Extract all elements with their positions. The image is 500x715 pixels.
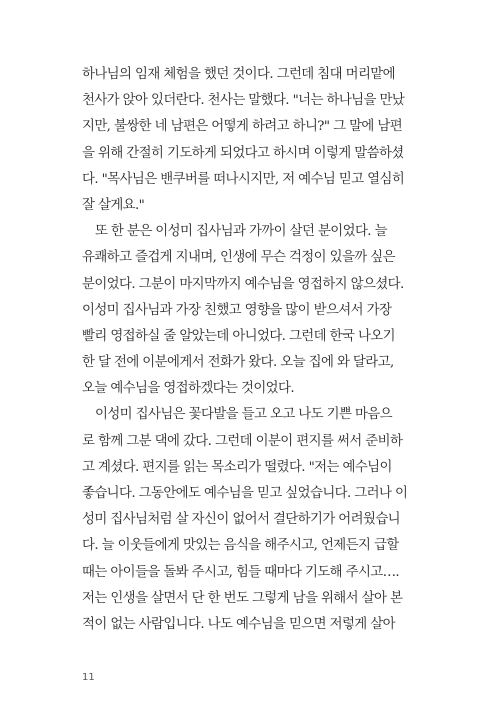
- text-line: 고 계셨다. 편지를 읽는 목소리가 떨렸다. "저는 예수님이: [82, 459, 392, 475]
- paragraph-start-line: 이성미 집사님은 꽃다발을 들고 오고 나도 기쁜 마음으: [95, 407, 392, 423]
- text-line: 잘 살게요.": [82, 197, 145, 213]
- text-line: 지만, 불쌍한 네 남편은 어떻게 하려고 하니?" 그 말에 남편: [82, 119, 403, 135]
- text-line: 분이었다. 그분이 마지막까지 예수님을 영접하지 않으셨다.: [82, 276, 404, 292]
- text-line: 다. 늘 이웃들에게 맛있는 음식을 해주시고, 언제든지 급할: [82, 538, 399, 554]
- text-line: 이성미 집사님과 가장 친했고 영향을 많이 받으셔서 가장: [82, 302, 392, 318]
- text-line: 유쾌하고 즐겁게 지내며, 인생에 무슨 걱정이 있을까 싶은: [82, 250, 395, 266]
- paragraph-start-line: 또 한 분은 이성미 집사님과 가까이 살던 분이었다. 늘: [95, 224, 387, 240]
- text-line: 하나님의 임재 체험을 했던 것이다. 그런데 침대 머리맡에: [82, 67, 395, 82]
- text-line: 적이 없는 사람입니다. 나도 예수님을 믿으면 저렇게 살아: [82, 616, 395, 632]
- text-line: 한 달 전에 이분에게서 전화가 왔다. 오늘 집에 와 달라고,: [82, 355, 394, 371]
- text-line: 빨리 영접하실 줄 알았는데 아니었다. 그런데 한국 나오기: [82, 328, 395, 344]
- text-line: 오늘 예수님을 영접하겠다는 것이었다.: [82, 381, 294, 397]
- text-line: 좋습니다. 그동안에도 예수님을 믿고 싶었습니다. 그러나 이: [82, 486, 408, 501]
- text-line: 을 위해 간절히 기도하게 되었다고 하시며 이렇게 말씀하셨: [82, 145, 404, 161]
- text-line: 로 함께 그분 댁에 갔다. 그런데 이분이 편지를 써서 준비하: [82, 433, 403, 449]
- text-line: 성미 집사님처럼 살 자신이 없어서 결단하기가 어려웠습니: [82, 512, 400, 528]
- text-line: 천사가 앉아 있더란다. 천사는 말했다. "너는 하나님을 만났: [82, 93, 405, 109]
- page-number: 11: [82, 672, 95, 683]
- body-text: [82, 62, 417, 638]
- text-line: 다. "목사님은 밴쿠버를 떠나시지만, 저 예수님 믿고 열심히: [82, 171, 405, 187]
- text-line: 저는 인생을 살면서 단 한 번도 그렇게 남을 위해서 살아 본: [82, 590, 403, 606]
- text-line: 때는 아이들을 돌봐 주시고, 힘들 때마다 기도해 주시고….: [82, 564, 400, 580]
